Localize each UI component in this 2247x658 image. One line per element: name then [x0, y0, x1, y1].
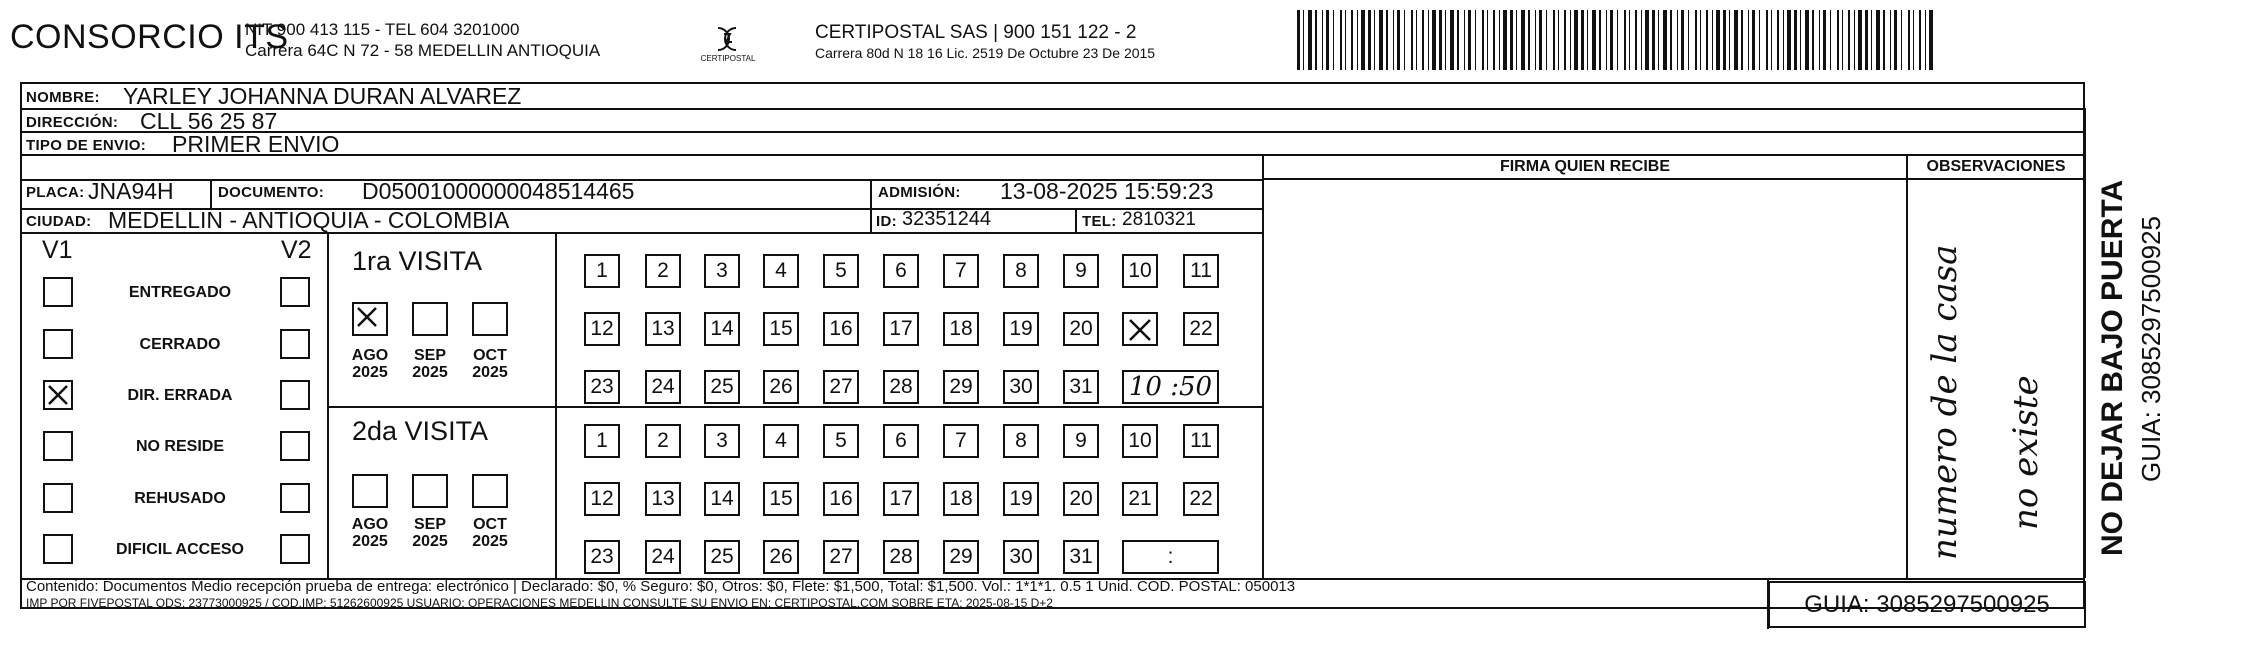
- barcode-bar: [1345, 10, 1346, 70]
- first-visit-day-7[interactable]: 7: [943, 254, 979, 288]
- status-label-no-reside: NO RESIDE: [135, 438, 224, 455]
- first-visit-time-box[interactable]: [1122, 370, 1219, 404]
- barcode-bar: [1894, 10, 1897, 70]
- side-guia: GUIA: 3085297500925: [2136, 216, 2166, 482]
- barcode-bar: [1340, 10, 1342, 70]
- barcode-bar: [1516, 10, 1517, 70]
- placa-value: JNA94H: [88, 178, 174, 204]
- direccion-value: CLL 56 25 87: [140, 108, 278, 134]
- contents-line: Contenido: Documentos Medio recepción prueba de entrega: electrónico | Declarado: $0, % Seguro: $0, Otros: $0, Flete: $1,500, Total: $1,500. Vol.: 1*1*1. 0.5 1 Unid. COD. POSTAL: 050013: [26, 578, 1296, 595]
- second-visit-day-26[interactable]: 26: [763, 540, 799, 574]
- month-year: 2025: [472, 364, 508, 381]
- second-visit-day-7[interactable]: 7: [943, 424, 979, 458]
- barcode-bar: [1503, 10, 1507, 70]
- signature-header: FIRMA QUIEN RECIBE: [1499, 158, 1671, 175]
- barcode-bar: [1688, 10, 1689, 70]
- barcode-bar: [1397, 10, 1400, 70]
- barcode-bar: [1606, 10, 1607, 70]
- first-visit-day-23[interactable]: 23: [584, 370, 620, 404]
- first-visit-day-25[interactable]: 25: [704, 370, 740, 404]
- second-visit-day-25[interactable]: 25: [704, 540, 740, 574]
- barcode-bar: [1510, 10, 1513, 70]
- first-visit-month-label: [462, 347, 518, 381]
- month-year: 2025: [352, 533, 388, 550]
- second-visit-day-9[interactable]: 9: [1063, 424, 1099, 458]
- first-visit-month-label: [402, 347, 458, 381]
- status-label-dificil-acceso: DIFICIL ACCESO: [115, 541, 244, 558]
- barcode-bar: [1553, 10, 1555, 70]
- v1-checkbox-no-reside[interactable]: [43, 431, 73, 461]
- second-visit-day-8[interactable]: 8: [1003, 424, 1039, 458]
- barcode-bar: [1652, 10, 1655, 70]
- print-line: IMP POR FIVEPOSTAL ODS: 23773000925 / COD.IMP: 51262600925 USUARIO: OPERACIONES MEDELLIN CONSULTE SU ENVIO EN: CERTIPOSTAL.COM SOBRE ETA: 2025-08-15 D+2: [26, 596, 1053, 610]
- second-visit-day-21[interactable]: 21: [1122, 482, 1158, 516]
- observations-header: OBSERVACIONES: [1926, 158, 2066, 175]
- first-visit-month-label: [342, 347, 398, 381]
- month-year: 2025: [472, 533, 508, 550]
- direccion-label: DIRECCIÓN:: [26, 114, 119, 131]
- second-visit-time-box[interactable]: [1122, 540, 1219, 574]
- barcode-bar: [1908, 10, 1910, 70]
- first-visit-day-30[interactable]: 30: [1003, 370, 1039, 404]
- first-visit-time: 10 :50: [1128, 372, 1213, 402]
- barcode-bar: [1819, 10, 1820, 70]
- tel-label: TEL:: [1082, 213, 1117, 230]
- barcode-bar: [1322, 10, 1323, 70]
- barcode-bar: [1432, 10, 1436, 70]
- first-visit-day-5[interactable]: 5: [823, 254, 859, 288]
- barcode-bar: [1416, 10, 1417, 70]
- first-visit-day-16[interactable]: 16: [823, 312, 859, 346]
- barcode-bar: [1297, 10, 1300, 70]
- carrier-address: Carrera 80d N 18 16 Lic. 2519 De Octubre 23 De 2015: [815, 45, 1156, 61]
- second-visit-day-23[interactable]: 23: [584, 540, 620, 574]
- v2-label: V2: [281, 236, 312, 264]
- barcode-bar: [1759, 10, 1760, 70]
- v2-checkbox-rehusado[interactable]: [280, 483, 310, 513]
- nombre-label: NOMBRE:: [26, 89, 100, 106]
- first-visit-month-oct[interactable]: [472, 302, 508, 336]
- month-name: SEP: [413, 347, 446, 364]
- first-visit-day-26[interactable]: 26: [763, 370, 799, 404]
- barcode-bar: [1681, 10, 1684, 70]
- ciudad-label: CIUDAD:: [26, 213, 92, 230]
- barcode-bar: [1411, 10, 1413, 70]
- barcode-bar: [1464, 10, 1465, 70]
- barcode-bar: [1695, 10, 1697, 70]
- barcode-bar: [1315, 10, 1317, 70]
- second-visit-day-14[interactable]: 14: [704, 482, 740, 516]
- tipo-value: PRIMER ENVIO: [172, 131, 340, 157]
- barcode-bar: [1812, 10, 1814, 70]
- second-visit-month-label: [462, 516, 518, 550]
- barcode-bar: [1308, 10, 1312, 70]
- second-visit-time-colon: :: [1167, 545, 1174, 568]
- signature-area[interactable]: [1264, 180, 1906, 578]
- first-visit-day-31[interactable]: 31: [1063, 370, 1099, 404]
- barcode-bar: [1925, 10, 1926, 70]
- barcode-bar: [1641, 10, 1642, 70]
- barcode-bar: [1521, 10, 1525, 70]
- barcode-bar: [1837, 10, 1839, 70]
- barcode-bar: [1712, 10, 1713, 70]
- barcode-bar: [1445, 10, 1446, 70]
- second-visit-day-11[interactable]: 11: [1183, 424, 1219, 458]
- tel-value: 2810321: [1122, 209, 1196, 230]
- barcode-bar: [1535, 10, 1536, 70]
- barcode-bar: [1368, 10, 1371, 70]
- second-visit-day-13[interactable]: 13: [645, 482, 681, 516]
- admision-value: 13-08-2025 15:59:23: [1000, 178, 1214, 204]
- barcode-bar: [1848, 10, 1850, 70]
- barcode-bar: [1741, 10, 1743, 70]
- barcode-bar: [1706, 10, 1708, 70]
- company-nit: NIT 900 413 115 - TEL 604 3201000: [245, 20, 520, 39]
- status-label-entregado: ENTREGADO: [128, 284, 232, 301]
- second-visit-label: 2da VISITA: [352, 416, 489, 446]
- v1-label: V1: [42, 236, 73, 264]
- month-year: 2025: [412, 533, 448, 550]
- barcode-bar: [1766, 10, 1768, 70]
- barcode-bar: [1876, 10, 1880, 70]
- barcode-bar: [1871, 10, 1872, 70]
- barcode-bar: [1574, 10, 1578, 70]
- barcode-bar: [1858, 10, 1862, 70]
- barcode-bar: [1482, 10, 1484, 70]
- status-label-cerrado: CERRADO: [139, 336, 221, 353]
- documento-label: DOCUMENTO:: [218, 184, 325, 201]
- second-visit-month-sep[interactable]: [412, 474, 448, 508]
- barcode-bar: [1830, 10, 1831, 70]
- month-name: AGO: [351, 516, 389, 533]
- first-visit-day-11[interactable]: 11: [1183, 254, 1219, 288]
- first-visit-day-17[interactable]: 17: [883, 312, 919, 346]
- status-label-dir-errada: DIR. ERRADA: [127, 387, 233, 404]
- barcode-bar: [1422, 10, 1424, 70]
- v1-checkbox-entregado[interactable]: [43, 277, 73, 307]
- barcode-bar: [1357, 10, 1358, 70]
- first-visit-day-27[interactable]: 27: [823, 370, 859, 404]
- v1-checkbox-cerrado[interactable]: [43, 329, 73, 359]
- v2-checkbox-cerrado[interactable]: [280, 329, 310, 359]
- first-visit-day-8[interactable]: 8: [1003, 254, 1039, 288]
- first-visit-day-3[interactable]: 3: [704, 254, 740, 288]
- first-visit-day-20[interactable]: 20: [1063, 312, 1099, 346]
- second-visit-day-28[interactable]: 28: [883, 540, 919, 574]
- barcode-bar: [1890, 10, 1891, 70]
- barcode-bar: [1599, 10, 1601, 70]
- barcode-bar: [1570, 10, 1571, 70]
- barcode-bar: [1499, 10, 1500, 70]
- first-visit-day-12[interactable]: 12: [584, 312, 620, 346]
- barcode-bar: [1487, 10, 1488, 70]
- barcode-bar: [1617, 10, 1618, 70]
- first-visit-day-9[interactable]: 9: [1063, 254, 1099, 288]
- second-visit-month-label: [342, 516, 398, 550]
- barcode-bar: [1528, 10, 1530, 70]
- barcode-bar: [1752, 10, 1755, 70]
- admision-label: ADMISIÓN:: [878, 184, 961, 201]
- barcode-bar: [1428, 10, 1429, 70]
- ciudad-value: MEDELLIN - ANTIOQUIA - COLOMBIA: [108, 207, 510, 233]
- second-visit-day-31[interactable]: 31: [1063, 540, 1099, 574]
- barcode-bar: [1865, 10, 1868, 70]
- barcode-bar: [1823, 10, 1826, 70]
- placa-label: PLACA:: [26, 184, 85, 201]
- barcode-bar: [1457, 10, 1459, 70]
- barcode-bar: [1303, 10, 1304, 70]
- barcode-bar: [1404, 10, 1405, 70]
- first-visit-label: 1ra VISITA: [352, 246, 483, 276]
- second-visit-day-3[interactable]: 3: [704, 424, 740, 458]
- observation-line-1: numero de la casa: [1925, 244, 1965, 560]
- barcode-bar: [1723, 10, 1726, 70]
- second-visit-day-1[interactable]: 1: [584, 424, 620, 458]
- tipo-label: TIPO DE ENVIO:: [26, 137, 147, 154]
- second-visit-day-15[interactable]: 15: [763, 482, 799, 516]
- id-value: 32351244: [902, 208, 991, 230]
- barcode-bar: [1883, 10, 1885, 70]
- barcode-bar: [1374, 10, 1375, 70]
- first-visit-day-29[interactable]: 29: [943, 370, 979, 404]
- first-visit-day-4[interactable]: 4: [763, 254, 799, 288]
- barcode-bar: [1734, 10, 1738, 70]
- barcode-bar: [1700, 10, 1701, 70]
- barcode-bar: [1592, 10, 1596, 70]
- barcode-bar: [1333, 10, 1334, 70]
- barcode-bar: [1635, 10, 1637, 70]
- second-visit-day-29[interactable]: 29: [943, 540, 979, 574]
- first-visit-day-13[interactable]: 13: [645, 312, 681, 346]
- documento-value: D05001000000048514465: [362, 178, 635, 204]
- barcode-bar: [1439, 10, 1442, 70]
- first-visit-day-15[interactable]: 15: [763, 312, 799, 346]
- second-visit-day-16[interactable]: 16: [823, 482, 859, 516]
- barcode-bar: [1539, 10, 1542, 70]
- barcode-bar: [1670, 10, 1672, 70]
- barcode-bar: [1581, 10, 1584, 70]
- barcode: [1297, 10, 1937, 70]
- status-label-rehusado: REHUSADO: [134, 490, 226, 507]
- barcode-bar: [1587, 10, 1588, 70]
- barcode-bar: [1645, 10, 1649, 70]
- company-address: Carrera 64C N 72 - 58 MEDELLIN ANTIOQUIA: [245, 41, 601, 60]
- second-visit-day-5[interactable]: 5: [823, 424, 859, 458]
- barcode-bar: [1777, 10, 1779, 70]
- logo-text: CERTIPOSTAL: [700, 54, 756, 63]
- barcode-bar: [1842, 10, 1843, 70]
- barcode-bar: [1564, 10, 1566, 70]
- second-visit-day-30[interactable]: 30: [1003, 540, 1039, 574]
- v2-checkbox-dir-errada[interactable]: [280, 380, 310, 410]
- first-visit-day-22[interactable]: 22: [1183, 312, 1219, 346]
- barcode-bar: [1901, 10, 1902, 70]
- barcode-bar: [1393, 10, 1394, 70]
- barcode-bar: [1729, 10, 1730, 70]
- barcode-bar: [1748, 10, 1749, 70]
- first-visit-day-21[interactable]: [1122, 312, 1158, 346]
- barcode-bar: [1929, 10, 1933, 70]
- second-visit-day-20[interactable]: 20: [1063, 482, 1099, 516]
- first-visit-month-ago[interactable]: [352, 302, 388, 336]
- v1-checkbox-dificil-acceso[interactable]: [43, 534, 73, 564]
- id-label: ID:: [876, 213, 897, 230]
- month-name: SEP: [413, 516, 446, 533]
- month-name: OCT: [473, 516, 507, 533]
- second-visit-day-27[interactable]: 27: [823, 540, 859, 574]
- barcode-bar: [1558, 10, 1559, 70]
- second-visit-month-oct[interactable]: [472, 474, 508, 508]
- barcode-bar: [1629, 10, 1630, 70]
- barcode-bar: [1450, 10, 1454, 70]
- second-visit-day-18[interactable]: 18: [943, 482, 979, 516]
- observation-line-2: no existe: [2006, 375, 2046, 530]
- v1-checkbox-rehusado[interactable]: [43, 483, 73, 513]
- barcode-bar: [1787, 10, 1791, 70]
- barcode-bar: [1677, 10, 1678, 70]
- barcode-bar: [1663, 10, 1667, 70]
- month-year: 2025: [352, 364, 388, 381]
- barcode-bar: [1854, 10, 1855, 70]
- first-visit-day-6[interactable]: 6: [883, 254, 919, 288]
- first-visit-day-28[interactable]: 28: [883, 370, 919, 404]
- second-visit-day-22[interactable]: 22: [1183, 482, 1219, 516]
- month-name: OCT: [473, 347, 507, 364]
- barcode-bar: [1800, 10, 1801, 70]
- carrier-line: CERTIPOSTAL SAS | 900 151 122 - 2: [815, 22, 1137, 43]
- first-visit-day-2[interactable]: 2: [645, 254, 681, 288]
- guia-number: GUIA: 3085297500925: [1768, 581, 2086, 628]
- barcode-bar: [1326, 10, 1329, 70]
- barcode-bar: [1468, 10, 1471, 70]
- second-visit-day-4[interactable]: 4: [763, 424, 799, 458]
- barcode-bar: [1658, 10, 1659, 70]
- barcode-bar: [1361, 10, 1365, 70]
- second-visit-day-2[interactable]: 2: [645, 424, 681, 458]
- barcode-bar: [1805, 10, 1809, 70]
- nombre-value: YARLEY JOHANNA DURAN ALVAREZ: [123, 83, 522, 109]
- barcode-bar: [1771, 10, 1772, 70]
- company-name: CONSORCIO ITS: [10, 18, 289, 56]
- first-visit-day-14[interactable]: 14: [704, 312, 740, 346]
- second-visit-day-19[interactable]: 19: [1003, 482, 1039, 516]
- barcode-bar: [1351, 10, 1353, 70]
- barcode-bar: [1386, 10, 1388, 70]
- v2-checkbox-dificil-acceso[interactable]: [280, 534, 310, 564]
- first-visit-day-18[interactable]: 18: [943, 312, 979, 346]
- barcode-bar: [1919, 10, 1921, 70]
- barcode-bar: [1624, 10, 1626, 70]
- first-visit-day-19[interactable]: 19: [1003, 312, 1039, 346]
- v2-checkbox-no-reside[interactable]: [280, 431, 310, 461]
- barcode-bar: [1913, 10, 1914, 70]
- barcode-bar: [1783, 10, 1784, 70]
- second-visit-day-24[interactable]: 24: [645, 540, 681, 574]
- second-visit-day-10[interactable]: 10: [1122, 424, 1158, 458]
- first-visit-day-1[interactable]: 1: [584, 254, 620, 288]
- barcode-bar: [1546, 10, 1547, 70]
- v1-checkbox-dir-errada[interactable]: [43, 380, 73, 410]
- barcode-bar: [1475, 10, 1476, 70]
- v2-checkbox-entregado[interactable]: [280, 277, 310, 307]
- barcode-bar: [1379, 10, 1383, 70]
- barcode-bar: [1493, 10, 1495, 70]
- first-visit-day-10[interactable]: 10: [1122, 254, 1158, 288]
- month-year: 2025: [412, 364, 448, 381]
- month-name: AGO: [351, 347, 389, 364]
- second-visit-day-6[interactable]: 6: [883, 424, 919, 458]
- no-dejar-bajo-puerta: NO DEJAR BAJO PUERTA: [2096, 179, 2129, 556]
- first-visit-month-sep[interactable]: [412, 302, 448, 336]
- barcode-bar: [1610, 10, 1613, 70]
- certipostal-logo: [688, 22, 768, 70]
- second-visit-month-ago[interactable]: [352, 474, 388, 508]
- second-visit-month-label: [402, 516, 458, 550]
- barcode-bar: [1794, 10, 1797, 70]
- first-visit-day-24[interactable]: 24: [645, 370, 681, 404]
- barcode-bar: [1716, 10, 1720, 70]
- second-visit-day-12[interactable]: 12: [584, 482, 620, 516]
- second-visit-day-17[interactable]: 17: [883, 482, 919, 516]
